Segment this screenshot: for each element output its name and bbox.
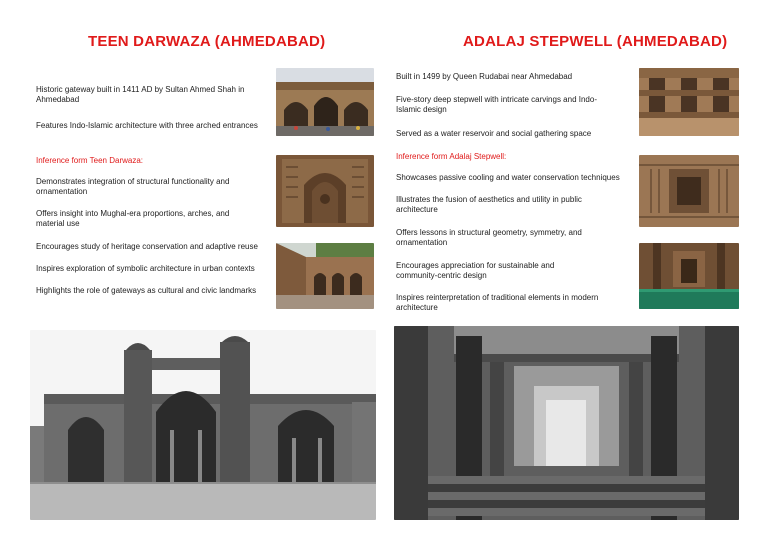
adalaj-stepwell-water-photo bbox=[639, 243, 739, 309]
adalaj-stepwell-title: ADALAJ STEPWELL (AHMEDABAD) bbox=[463, 33, 728, 50]
adalaj-stepwell-inference-3: Offers lessons in structural geometry, symmetry, and ornamentation bbox=[396, 228, 582, 247]
teen-darwaza-inference-5: Highlights the role of gateways as cultural and civic landmarks bbox=[36, 286, 257, 295]
adalaj-stepwell-main-photo bbox=[394, 326, 739, 520]
teen-darwaza-point-2: Features Indo-Islamic architecture with three arched entrances bbox=[36, 121, 258, 130]
teen-darwaza-inference-2: Offers insight into Mughal-era proportions, arches, and material use bbox=[36, 209, 230, 228]
adalaj-stepwell-gallery-photo bbox=[639, 68, 739, 136]
adalaj-stepwell-inference-heading: Inference form Adalaj Stepwell: bbox=[396, 152, 507, 161]
teen-darwaza-point-1: Historic gateway built in 1411 AD by Sultan Ahmed Shah in Ahmedabad bbox=[36, 85, 245, 104]
teen-darwaza-main-photo bbox=[30, 330, 376, 520]
adalaj-stepwell-inference-4: Encourages appreciation for sustainable and community-centric design bbox=[396, 261, 555, 280]
teen-darwaza-title: TEEN DARWAZA (AHMEDABAD) bbox=[88, 33, 326, 50]
teen-darwaza-inference-3: Encourages study of heritage conservation and adaptive reuse bbox=[36, 242, 258, 251]
adalaj-stepwell-point-3: Served as a water reservoir and social gathering space bbox=[396, 129, 592, 138]
teen-darwaza-inference-heading: Inference form Teen Darwaza: bbox=[36, 156, 144, 165]
adalaj-stepwell-point-1: Built in 1499 by Queen Rudabai near Ahmedabad bbox=[396, 72, 573, 81]
teen-darwaza-gateway-photo bbox=[276, 68, 374, 136]
adalaj-stepwell-inference-5: Inspires reinterpretation of traditional elements in modern architecture bbox=[396, 293, 599, 312]
teen-darwaza-carving-photo bbox=[276, 155, 374, 227]
adalaj-stepwell-point-2: Five-story deep stepwell with intricate carvings and Indo-Islamic design bbox=[396, 95, 597, 114]
teen-darwaza-inference-1: Demonstrates integration of structural functionality and ornamentation bbox=[36, 177, 230, 196]
adalaj-stepwell-carving-photo bbox=[639, 155, 739, 227]
teen-darwaza-inference-4: Inspires exploration of symbolic architecture in urban contexts bbox=[36, 264, 255, 273]
adalaj-stepwell-inference-2: Illustrates the fusion of aesthetics and utility in public architecture bbox=[396, 195, 582, 214]
adalaj-stepwell-inference-1: Showcases passive cooling and water conservation techniques bbox=[396, 173, 620, 182]
teen-darwaza-courtyard-photo bbox=[276, 243, 374, 309]
